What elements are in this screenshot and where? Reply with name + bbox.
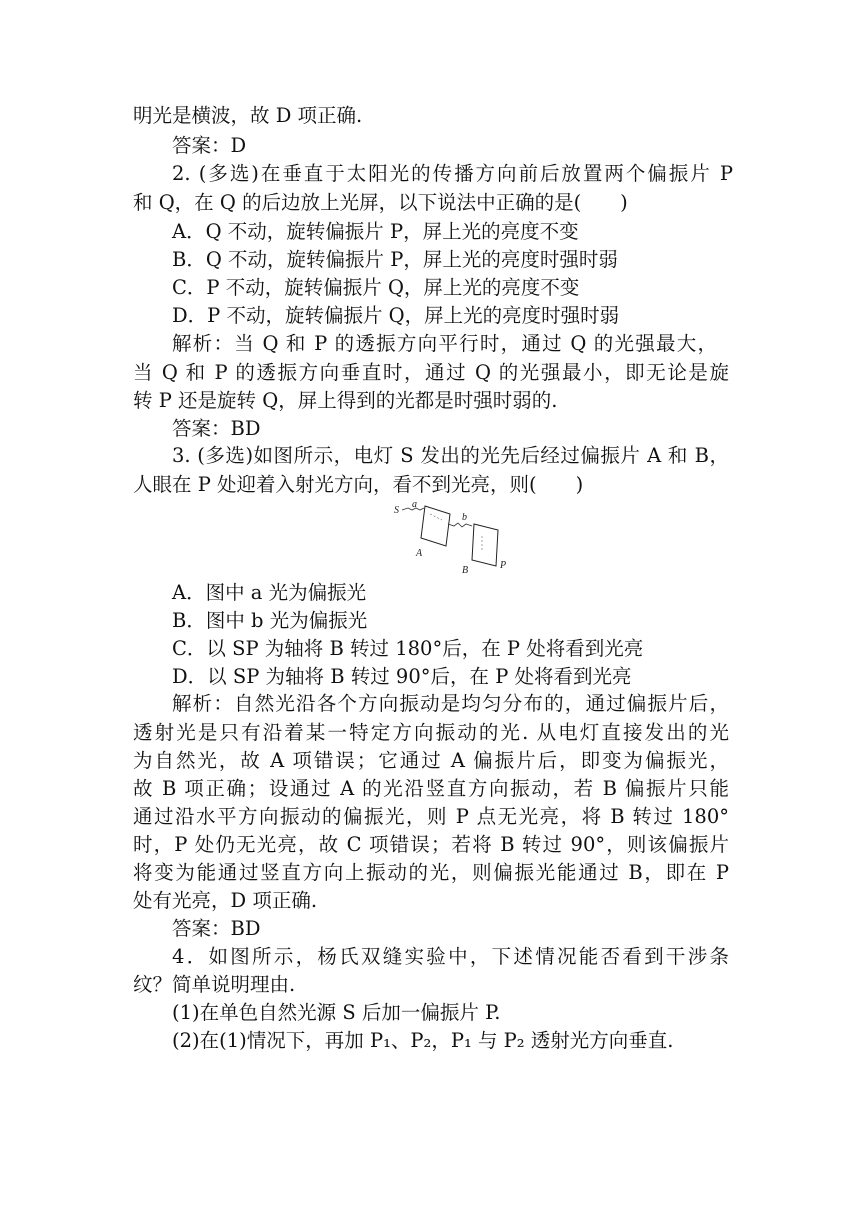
question-4-stem: 4．如图所示，杨氏双缝实验中，下述情况能否看到干涉条 bbox=[172, 945, 729, 968]
answer-line: 答案：D bbox=[172, 134, 247, 157]
figure-label-a-plate: A bbox=[416, 548, 423, 559]
question-3-option-d: D．以 SP 为轴将 B 转过 90°后，在 P 处将看到光亮 bbox=[172, 665, 632, 688]
analysis-line: 将变为能通过竖直方向上振动的光，则偏振光能通过 B，即在 P bbox=[133, 861, 729, 884]
analysis-line: 透射光是只有沿着某一特定方向振动的光. 从电灯直接发出的光 bbox=[133, 721, 729, 744]
question-3-stem: 3. (多选)如图所示，电灯 S 发出的光先后经过偏振片 A 和 B， bbox=[172, 444, 729, 467]
question-2-option-d: D．P 不动，旋转偏振片 Q，屏上光的亮度时强时弱 bbox=[172, 304, 620, 327]
question-2-stem: 2. (多选)在垂直于太阳光的传播方向前后放置两个偏振片 P bbox=[172, 162, 733, 185]
figure-label-b-plate: B bbox=[462, 565, 469, 576]
analysis-line: 为自然光，故 A 项错误；它通过 A 偏振片后，即变为偏振光， bbox=[133, 749, 729, 772]
question-4-part-2: (2)在(1)情况下，再加 P₁、P₂，P₁ 与 P₂ 透射光方向垂直. bbox=[172, 1029, 674, 1052]
question-2-option-b: B．Q 不动，旋转偏振片 P，屏上光的亮度时强时弱 bbox=[172, 248, 618, 271]
question-4-stem-cont: 纹？简单说明理由. bbox=[133, 973, 296, 996]
question-3-stem-cont: 人眼在 P 处迎着入射光方向，看不到光亮，则( ) bbox=[133, 473, 584, 496]
figure-label-b: b bbox=[462, 512, 467, 523]
question-2-option-a: A．Q 不动，旋转偏振片 P，屏上光的亮度不变 bbox=[172, 220, 579, 243]
analysis-line: 解析：当 Q 和 P 的透振方向平行时，通过 Q 的光强最大， bbox=[172, 332, 717, 355]
polarizer-b bbox=[472, 524, 498, 566]
polarizer-a bbox=[421, 506, 450, 546]
question-2-option-c: C．P 不动，旋转偏振片 Q，屏上光的亮度不变 bbox=[172, 276, 580, 299]
analysis-line: 通过沿水平方向振动的偏振光，则 P 点无光亮，将 B 转过 180° bbox=[133, 805, 729, 828]
question-3-option-a: A．图中 a 光为偏振光 bbox=[172, 581, 367, 604]
question-3-option-b: B．图中 b 光为偏振光 bbox=[172, 609, 368, 632]
figure-label-p: P bbox=[500, 560, 507, 571]
analysis-line: 解析：自然光沿各个方向振动是均匀分布的，通过偏振片后， bbox=[172, 692, 729, 715]
polarizer-figure bbox=[390, 496, 515, 576]
analysis-line: 故 B 项正确；设通过 A 的光沿竖直方向振动，若 B 偏振片只能 bbox=[133, 777, 729, 800]
question-2-stem-cont: 和 Q，在 Q 的后边放上光屏，以下说法中正确的是( ) bbox=[133, 191, 628, 214]
question-3-option-c: C．以 SP 为轴将 B 转过 180°后，在 P 处将看到光亮 bbox=[172, 637, 644, 660]
answer-line: 答案：BD bbox=[172, 417, 261, 440]
analysis-line: 处有光亮，D 项正确. bbox=[133, 889, 318, 912]
analysis-line: 时，P 处仍无光亮，故 C 项错误；若将 B 转过 90°，则该偏振片 bbox=[133, 833, 729, 856]
analysis-line: 转 P 还是旋转 Q，屏上得到的光都是时强时弱的. bbox=[133, 389, 558, 412]
ray-b bbox=[448, 523, 472, 527]
text-line: 明光是横波，故 D 项正确. bbox=[133, 104, 363, 127]
figure-label-a: a bbox=[412, 499, 417, 510]
answer-line: 答案：BD bbox=[172, 917, 261, 940]
analysis-line: 当 Q 和 P 的透振方向垂直时，通过 Q 的光强最小，即无论是旋 bbox=[133, 361, 729, 384]
figure-label-s: S bbox=[394, 505, 399, 516]
question-4-part-1: (1)在单色自然光源 S 后加一偏振片 P. bbox=[172, 1001, 501, 1024]
